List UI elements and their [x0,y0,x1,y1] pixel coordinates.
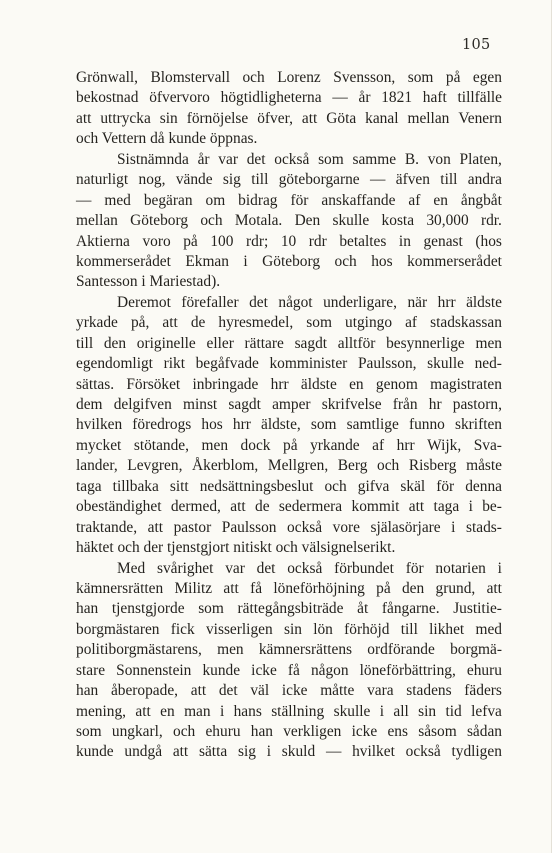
text-line: egendomligt rikt begåfvade komminister Paulsson, skulle ned- [76,355,502,373]
text-line: politiborgmästarens, men kämnersrättens ordförande borgmä- [76,641,502,659]
paragraph [76,150,502,293]
text-line: han tjenstgjorde som rättegångsbiträde åt fångarne. Justitie- [76,600,502,618]
text-line: kunde undgå att sätta sig i skuld — hvilket också tydligen [76,743,502,761]
body-text [76,68,502,763]
text-line: mycket stötande, men dock på yrkande af hrr Wijk, Sva- [76,436,502,454]
text-line: Grönwall, Blomstervall och Lorenz Svensson, som på egen [76,69,502,86]
text-line: sättas. Försöket inbringade hrr äldste en genom magistraten [76,375,502,393]
text-line: borgmästaren fick visserligen sin lön förhöjd till likhet med [76,620,502,638]
text-line: yrkade på, att de hyresmedel, som utgingo af stadskassan [76,314,502,332]
text-line: Deremot förefaller det något underligare, när hrr äldste [117,293,502,311]
text-line: mellan Göteborg och Motala. Den skulle kosta 30,000 rdr. [76,212,502,230]
text-line: bekostnad öfvervoro högtidligheterna — år 1821 haft tillfälle [76,89,502,107]
paragraph [76,293,502,559]
text-line: Sistnämnda år var det också som samme B. von Platen, [117,150,502,168]
text-line: och Vettern då kunde öppnas. [76,130,258,148]
text-line: att uttrycka sin förnöjelse öfver, att Göta kanal mellan Venern [76,109,502,127]
text-line: Med svårighet var det också förbundet för notarien i [117,559,502,577]
text-line: till den originelle eller rättare sagdt alltför besynnerlige men [76,334,502,352]
text-line: obeständighet dermed, att de sedermera kommit att taga i be- [76,498,502,516]
text-line: kommerserådet Ekman i Göteborg och hos kommerserådet [76,252,502,270]
paragraph [76,68,502,150]
text-line: dem delgifven minst sagdt amper skrifvelse från hr pastorn, [76,396,502,413]
page-number: 105 [462,37,491,53]
text-line: mening, att en man i hans ställning skulle i all sin tid lefva [76,702,502,720]
text-line: Aktierna voro på 100 rdr; 10 rdr betaltes in genast (hos [76,232,502,250]
text-line: naturligt nog, vände sig till göteborgarne — äfven till andra [76,171,502,189]
text-line: traktande, att pastor Paulsson också vore själasörjare i stads- [76,518,502,536]
text-line: hvilken föredrogs hos hrr äldste, som samtlige funno skriften [76,416,502,434]
text-line: Santesson i Mariestad). [76,273,221,291]
text-line: stare Sonnenstein kunde icke få någon löneförbättring, ehuru [76,661,502,679]
text-line: — med begäran om bidrag för anskaffande af en ångbåt [76,191,502,209]
text-line: kämnersrätten Militz att få löneförhöjning på den grund, att [76,579,502,597]
text-line: lander, Levgren, Åkerblom, Mellgren, Berg och Risberg måste [76,457,502,475]
paragraph [76,559,502,763]
text-line: häktet och der tjenstgjort nitiskt och välsignelserikt. [76,539,396,557]
page-margin-edge [552,0,560,853]
text-line: han åberopade, att det väl icke måtte vara stadens fäders [76,682,502,700]
text-line: som ungkarl, och ehuru han verkligen icke ens såsom sådan [76,723,502,740]
text-line: taga tillbaka sitt nedsättningsbeslut och gifva skäl för denna [76,477,502,495]
